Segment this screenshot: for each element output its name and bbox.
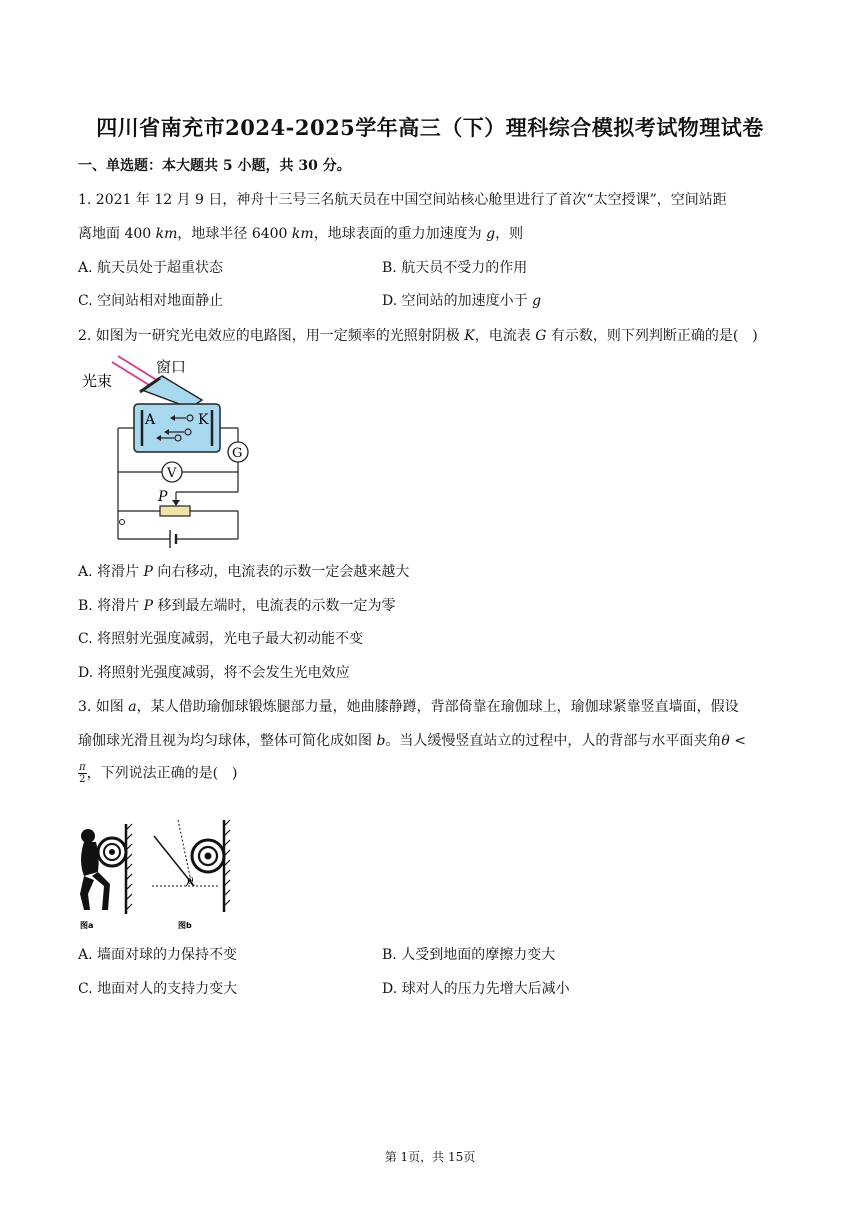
- slider-label: P: [158, 489, 168, 505]
- unit-km: km: [155, 226, 178, 242]
- theta-label: θ: [188, 877, 194, 887]
- q2-option-text: B. 将滑片: [78, 598, 144, 614]
- q1-text: ，地球表面的重力加速度为: [313, 226, 487, 242]
- q2-stem: [78, 326, 758, 346]
- voltmeter-label: V: [167, 466, 177, 481]
- page-footer: 第 1页，共 15页: [384, 1150, 476, 1164]
- var-k: K: [464, 328, 475, 344]
- anode-label: A: [145, 412, 156, 428]
- pi-over-two: [78, 762, 87, 785]
- figure-b-label: 图b: [178, 921, 192, 930]
- q2-option-a: [78, 562, 409, 582]
- q1-stem-line1: 1. 2021 年 12 月 9 日，神舟十三号三名航天员在中国空间站核心舱里进行了首次“太空授课”，空间站距: [78, 192, 727, 208]
- q3-text: 3. 如图: [78, 699, 129, 715]
- galvanometer-label: G: [232, 446, 243, 461]
- denominator: 2: [79, 774, 86, 785]
- q1-option-b: B. 航天员不受力的作用: [382, 260, 528, 276]
- less-than: <: [729, 733, 747, 749]
- yoga-ball-figure-b: [148, 816, 238, 932]
- q2-text: ，电流表: [474, 328, 536, 344]
- var-p: P: [143, 598, 154, 614]
- rheostat: [160, 506, 190, 516]
- var-b: b: [376, 733, 386, 749]
- var-p: P: [143, 564, 153, 580]
- q3-option-a: A. 墙面对球的力保持不变: [78, 947, 238, 963]
- q3-stem-line3: [78, 762, 238, 785]
- q3-text: ，下列说法正确的是( ): [86, 765, 238, 782]
- q3-stem-line1: [78, 697, 739, 717]
- q1-option-a: A. 航天员处于超重状态: [78, 260, 224, 276]
- q2-option-d: D. 将照射光强度减弱，将不会发生光电效应: [78, 665, 350, 681]
- var-g-meter: G: [535, 328, 547, 344]
- light-beam-label: 光束: [82, 372, 113, 390]
- window-label: 窗口: [156, 358, 187, 376]
- q2-option-text: 向右移动，电流表的示数一定会越来越大: [152, 564, 410, 580]
- q1-text: ，地球半径 6400: [177, 226, 292, 242]
- q3-option-b: B. 人受到地面的摩擦力变大: [382, 947, 556, 963]
- var-a: a: [128, 699, 137, 715]
- q2-text: 有示数，则下列判断正确的是( ): [546, 328, 758, 344]
- q1-option-c: C. 空间站相对地面静止: [78, 293, 224, 309]
- var-g: g: [486, 226, 496, 242]
- cathode-label: K: [198, 412, 209, 428]
- var-theta: θ: [721, 733, 730, 749]
- q3-text: ，某人借助瑜伽球锻炼腿部力量，她曲膝静蹲，背部倚靠在瑜伽球上，瑜伽球紧靠竖直墙面，假设: [136, 699, 739, 715]
- q1-option-d: [382, 291, 541, 311]
- q3-stem-line2: [78, 731, 746, 751]
- q2-option-c: C. 将照射光强度减弱，光电子最大初动能不变: [78, 631, 364, 647]
- q3-option-c: C. 地面对人的支持力变大: [78, 981, 238, 997]
- var-g: g: [532, 293, 542, 309]
- numerator: π: [79, 762, 86, 773]
- q1-text: 离地面 400: [78, 226, 156, 242]
- q1-stem-line2: [78, 224, 523, 244]
- photoelectric-circuit-figure: [78, 354, 268, 554]
- q3-text: 瑜伽球光滑且视为均匀球体，整体可简化成如图: [78, 733, 377, 749]
- page-title: 四川省南充市2024-2025学年高三（下）理科综合模拟考试物理试卷: [96, 115, 764, 140]
- q2-option-text: 移到最左端时，电流表的示数一定为零: [153, 598, 396, 614]
- q2-option-b: [78, 596, 396, 616]
- q2-text: 2. 如图为一研究光电效应的电路图，用一定频率的光照射阴极: [78, 328, 465, 344]
- figure-a-label: 图a: [80, 921, 94, 930]
- q3-text: 。当人缓慢竖直站立的过程中，人的背部与水平面夹角: [385, 733, 722, 749]
- unit-km: km: [291, 226, 314, 242]
- q1-text: ，则: [495, 226, 524, 242]
- q2-option-text: A. 将滑片: [78, 564, 144, 580]
- section-heading: 一、单选题：本大题共 5 小题，共 30 分。: [78, 158, 351, 174]
- q3-option-d: D. 球对人的压力先增大后减小: [382, 981, 570, 997]
- q1-option-d-text: D. 空间站的加速度小于: [382, 293, 533, 309]
- yoga-ball-figure-a: [76, 820, 138, 932]
